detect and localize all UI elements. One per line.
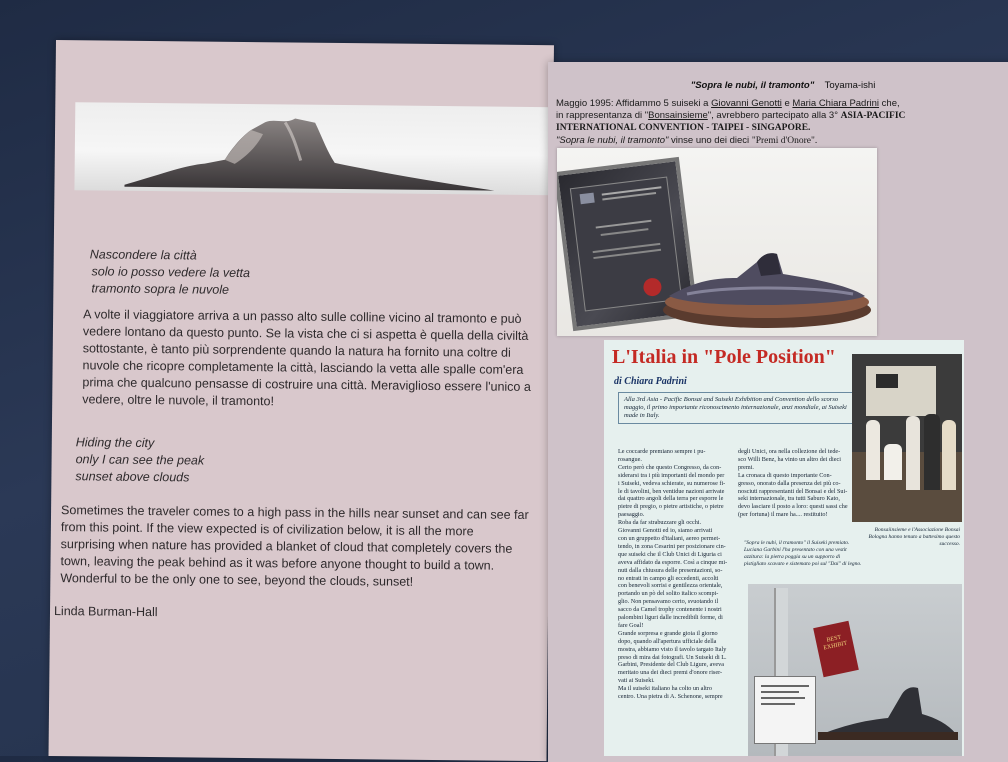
- article-headline: L'Italia in "Pole Position": [612, 346, 836, 368]
- text-run: ", avrebbero partecipato alla 3°: [707, 109, 841, 121]
- article-line: dai quattro angoli della terra per esporre le: [618, 495, 724, 503]
- prose-line: Sometimes the traveler comes to a high pass in the hills near sunset and can see far: [61, 503, 529, 522]
- group-photo-caption: Bonsaiinsieme e l'Associazione Bonsai Bologna hanno tenuto a battesimo questo successo.: [868, 527, 960, 547]
- author-name: Linda Burman-Hall: [53, 604, 158, 620]
- event-name: ASIA-PACIFIC: [840, 110, 906, 121]
- plaque-text-line: [601, 228, 649, 236]
- poem-line: only I can see the peak: [75, 452, 205, 468]
- left-page: [49, 40, 554, 761]
- person-figure: [942, 420, 956, 490]
- article-line: premi.: [738, 463, 754, 471]
- article-line: preso di mira dai fotografi. Un Suiseki di L.: [618, 653, 727, 661]
- suiseki-stone-on-stand: [657, 244, 877, 334]
- stone-title: "Sopra le nubi, il tramonto": [690, 80, 815, 91]
- article-line: palombini liguri dalle incredibili forme, di: [618, 614, 723, 622]
- article-line: meritato una dei dieci premi d'onore riser-: [618, 669, 723, 677]
- article-line: tendo, in zona Cesarini per posizionare cin-: [618, 542, 726, 550]
- article-line: Certo però che questo Congresso, da con-: [618, 463, 722, 471]
- card-text-line: [761, 685, 809, 687]
- poem-italian: [89, 246, 250, 299]
- prose-line: vedere lontano da questo punto. Se la vista che ci si aspetta è quella della civiltà: [82, 324, 529, 343]
- article-line: glio. Non pensavamo certo, svuotando il: [618, 598, 719, 606]
- poem-line: solo io posso vedere la vetta: [91, 264, 251, 281]
- poem-line: Nascondere la città: [89, 247, 197, 263]
- prose-english: [60, 502, 528, 592]
- article-lead: Alla 3rd Asia - Pacific Bonsai and Suiseki Exhibition and Convention dello scorso maggio, il primo importante riconoscimento internazionale, anzi mondiale, ai Suiseki made in Italy.: [618, 392, 862, 424]
- award-description: [556, 98, 1006, 147]
- article-line: le di tavolini, ben ventidue nazioni arrivate: [618, 487, 725, 495]
- prose-line: town, leaving the peak behind as it was before anyone thought to build a town.: [60, 554, 495, 573]
- article-line: Grande sorpresa e grande gioia il giorno: [618, 629, 718, 637]
- article-line: Roba da far strabuzzare gli occhi.: [618, 519, 702, 527]
- article-line: que suiseki che il Club Unici di Liguria ci: [618, 550, 722, 558]
- prose-line: nuvole che ricopre completamente la città, lasciando la vetta alle spalle com'era: [82, 358, 524, 377]
- poem-line: tramonto sopra le nuvole: [91, 281, 230, 297]
- card-text-line: [761, 691, 799, 693]
- event-name: INTERNATIONAL CONVENTION - TAIPEI - SINGAPORE.: [556, 123, 811, 133]
- article-line: vati ai Suiseki.: [618, 677, 655, 685]
- article-line: gresso, onorato dalla presenza dei più co-: [738, 479, 841, 487]
- prose-line: vedere, oltre le nuvole, il tramonto!: [82, 392, 275, 409]
- article-line: sco Willi Benz, ha vinto un altro dei dieci: [738, 455, 841, 463]
- article-line: degli Unici, ora nella collezione del tede-: [738, 448, 841, 455]
- prose-line: Wonderful to be the only one to see, beyond the clouds, sunset!: [60, 571, 414, 589]
- article-line: dopo, quando all'apertura ufficiale della: [618, 637, 717, 645]
- article-line: i Suiseki, vedeva schierate, su numerose fi-: [618, 479, 726, 487]
- stone-type: Toyama-ishi: [824, 80, 876, 91]
- suiseki-stone-icon: [818, 674, 958, 744]
- article-clipping: [604, 340, 964, 756]
- person-figure: [924, 414, 940, 490]
- poem-line: sunset above clouds: [75, 469, 190, 485]
- stone-photo-caption: "Sopra le nubi, il tramonto" il Suiseki premiato. Luciana Garbini l'ha presentato con una vestit azzitura: la pietra poggia su un supporto di pistigliato scavato e sistemato poi sul "Dai" di legno.: [744, 540, 862, 567]
- club-name: Bonsainsieme: [648, 109, 708, 121]
- article-line: Garbini, Presidente del Club Ligure, aveva: [618, 661, 725, 669]
- article-byline: di Chiara Padrini: [614, 376, 687, 387]
- text-run: Maggio 1995: Affidammo 5 suiseki a: [556, 98, 712, 109]
- prize-name: "Premi d'Onore".: [751, 135, 818, 146]
- prose-line: from this point. If the view expected is of civilization below, it is all the more: [60, 520, 474, 539]
- stone-title-ref: "Sopra le nubi, il tramonto": [556, 134, 669, 146]
- article-line: fare Goal!: [618, 621, 644, 629]
- text-run: e: [781, 98, 793, 109]
- prose-italian: [82, 306, 532, 413]
- person-figure: [906, 416, 920, 490]
- prose-line: surprising when nature has provided a blanket of cloud that completely covers the: [60, 537, 513, 556]
- article-column-2: [738, 448, 848, 519]
- article-line: pietre di pregio, o pietre artistiche, o pietre: [618, 503, 724, 511]
- article-line: nuti dalla chiusura delle presentazioni, so-: [618, 566, 723, 574]
- text-run: vinse uno dei dieci: [668, 134, 752, 146]
- stone-title-line: [548, 80, 1008, 91]
- ribbon-text: BEST EXHIBIT: [823, 634, 848, 652]
- article-stone-photo: [748, 584, 962, 756]
- article-line: aveva affidato da esporre. Così a cinque mi-: [618, 558, 728, 566]
- article-line: seki internazionale, tra tutti Saburo Kato,: [738, 495, 840, 503]
- person-name: Maria Chiara Padrini: [792, 98, 880, 109]
- text-run: che,: [879, 98, 900, 109]
- article-line: sacco da Camel trophy contenente i nostri: [618, 606, 722, 614]
- card-text-line: [761, 703, 795, 705]
- text-run: in rappresentanza di ": [556, 109, 649, 121]
- article-line: mostra, abbiamo visto il tavolo targato Italy: [618, 645, 727, 653]
- article-group-photo: [852, 354, 962, 522]
- article-line: centro. Una pietra di A. Schenone, sempre: [618, 693, 723, 701]
- article-column-1: [618, 448, 727, 701]
- article-line: devo lasciare il posto a loro: questi sassi che: [738, 503, 848, 511]
- person-name: Giovanni Genotti: [711, 98, 782, 109]
- poem-line: Hiding the city: [75, 435, 155, 451]
- article-line: con benevoli sorrisi e gentilezza orientale,: [618, 582, 723, 590]
- article-line: rosangue.: [618, 455, 642, 463]
- article-line: siderarsi tra i più importanti del mondo per: [618, 471, 725, 479]
- article-line: paesaggio.: [618, 511, 645, 519]
- award-photo: [557, 148, 877, 336]
- article-line: Le coccarde premiano sempre i pu-: [618, 448, 706, 455]
- prose-line: sottostante, è tanto più sorprendente quando la natura ha fornito una coltre di: [82, 341, 511, 360]
- article-line: La cronaca di questo importante Con-: [738, 471, 832, 479]
- article-line: (per fortuna) il mare ha.... restituito!: [738, 511, 828, 519]
- best-exhibit-ribbon: [813, 621, 859, 677]
- exhibit-label-card: [754, 676, 816, 744]
- plaque-emblem: [580, 193, 595, 205]
- article-line: con un gruppetto d'italiani, aereo permet-: [618, 534, 721, 542]
- article-line: nosciuti rappresentanti del Bonsai e del Sui-: [738, 487, 848, 495]
- italy-sign: [876, 374, 898, 388]
- card-text-line: [761, 697, 805, 699]
- article-line: Giovanni Genotti ed io, siamo arrivati: [618, 527, 713, 535]
- person-figure: [866, 420, 880, 480]
- person-figure: [884, 444, 902, 480]
- article-line: no entrati in campo gli eccedenti, accolti: [618, 574, 719, 582]
- plaque-text-line: [596, 220, 652, 229]
- prose-line: A volte il viaggiatore arriva a un passo alto sulle colline vicino al tramonto e può: [83, 307, 522, 326]
- landscape-stone-illustration: [74, 102, 553, 195]
- article-line: portando un pò del solito italico scompi-: [618, 590, 719, 598]
- stone-banner-image: [74, 102, 553, 195]
- poem-english: [75, 434, 204, 486]
- prose-line: prima che qualcuno pensasse di costruire una città. Meraviglioso essere l'unico a: [82, 375, 531, 394]
- article-line: Ma il suiseki italiano ha colto un altro: [618, 685, 712, 693]
